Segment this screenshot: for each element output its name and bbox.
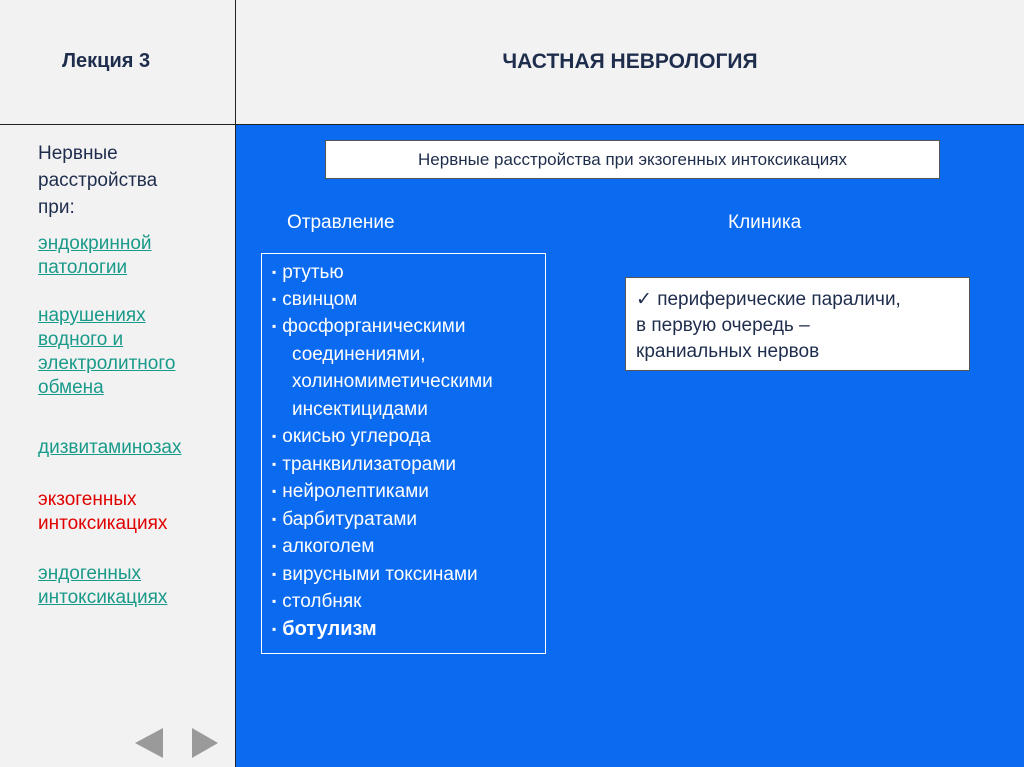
arrow-right-icon[interactable]	[192, 728, 218, 758]
poisoning-item	[272, 564, 478, 586]
main-content	[236, 125, 1024, 767]
sidebar-heading: Нервные расстройства при:	[38, 143, 158, 218]
section-subtitle: Нервные расстройства при экзогенных интоксикациях	[325, 140, 940, 179]
bullet-icon: ▪	[272, 319, 277, 333]
poisoning-item-label: инсектицидами	[292, 399, 428, 420]
bullet-icon: ▪	[272, 429, 277, 443]
bullet-icon: ▪	[272, 265, 277, 279]
sidebar-link-exogenous[interactable]: экзогенных интоксикациях	[38, 489, 168, 534]
clinic-label: Клиника	[728, 212, 802, 233]
poisoning-item-label: столбняк	[282, 591, 362, 612]
poisoning-list	[261, 253, 546, 654]
poisoning-item	[272, 426, 431, 448]
sidebar-link-endocrine[interactable]: эндокринной патологии	[38, 233, 152, 278]
sidebar	[0, 125, 236, 767]
poisoning-item-label: нейролептиками	[282, 481, 429, 502]
poisoning-item	[292, 399, 428, 421]
header-right-panel	[236, 0, 1024, 125]
poisoning-label: Отравление	[287, 212, 395, 233]
clinic-text: ✓ периферические параличи, в первую очередь – краниальных нервов	[636, 289, 901, 362]
poisoning-item-label: фосфорганическими	[282, 316, 466, 337]
sidebar-link-endogenous[interactable]: эндогенных интоксикациях	[38, 563, 168, 608]
bullet-icon: ▪	[272, 539, 277, 553]
poisoning-item-label: барбитуратами	[282, 509, 417, 530]
clinic-box	[625, 277, 970, 371]
poisoning-item	[272, 316, 465, 338]
poisoning-item	[272, 481, 429, 503]
bullet-icon: ▪	[272, 622, 277, 636]
poisoning-item-label: вирусными токсинами	[282, 564, 478, 585]
poisoning-item-label: окисью углерода	[282, 426, 431, 447]
arrow-left-icon[interactable]	[135, 728, 163, 758]
poisoning-item	[272, 618, 377, 641]
poisoning-item-label: алкоголем	[282, 536, 375, 557]
poisoning-item	[272, 262, 344, 284]
poisoning-item	[292, 344, 426, 366]
poisoning-item	[272, 454, 456, 476]
poisoning-item	[292, 371, 493, 393]
poisoning-item-label: транквилизаторами	[282, 454, 457, 475]
poisoning-item	[272, 591, 361, 613]
poisoning-item-label: соединениями,	[292, 344, 426, 365]
bullet-icon: ▪	[272, 594, 277, 608]
bullet-icon: ▪	[272, 567, 277, 581]
poisoning-item-label: ртутью	[282, 262, 344, 283]
bullet-icon: ▪	[272, 484, 277, 498]
bullet-icon: ▪	[272, 457, 277, 471]
poisoning-item-label: ботулизм	[282, 618, 377, 640]
bullet-icon: ▪	[272, 292, 277, 306]
lecture-number: Лекция 3	[62, 50, 151, 72]
poisoning-item-label: холиномиметическими	[292, 371, 493, 392]
sidebar-link-dysvitaminosis[interactable]: дизвитаминозах	[38, 437, 182, 458]
header-left-panel	[0, 0, 236, 125]
poisoning-item	[272, 289, 357, 311]
poisoning-item-label: свинцом	[282, 289, 358, 310]
poisoning-item	[272, 536, 374, 558]
sidebar-link-water-electrolyte[interactable]: нарушениях водного и электролитного обмена	[38, 305, 176, 398]
bullet-icon: ▪	[272, 512, 277, 526]
poisoning-item	[272, 509, 417, 531]
page-title: ЧАСТНАЯ НЕВРОЛОГИЯ	[502, 50, 758, 73]
